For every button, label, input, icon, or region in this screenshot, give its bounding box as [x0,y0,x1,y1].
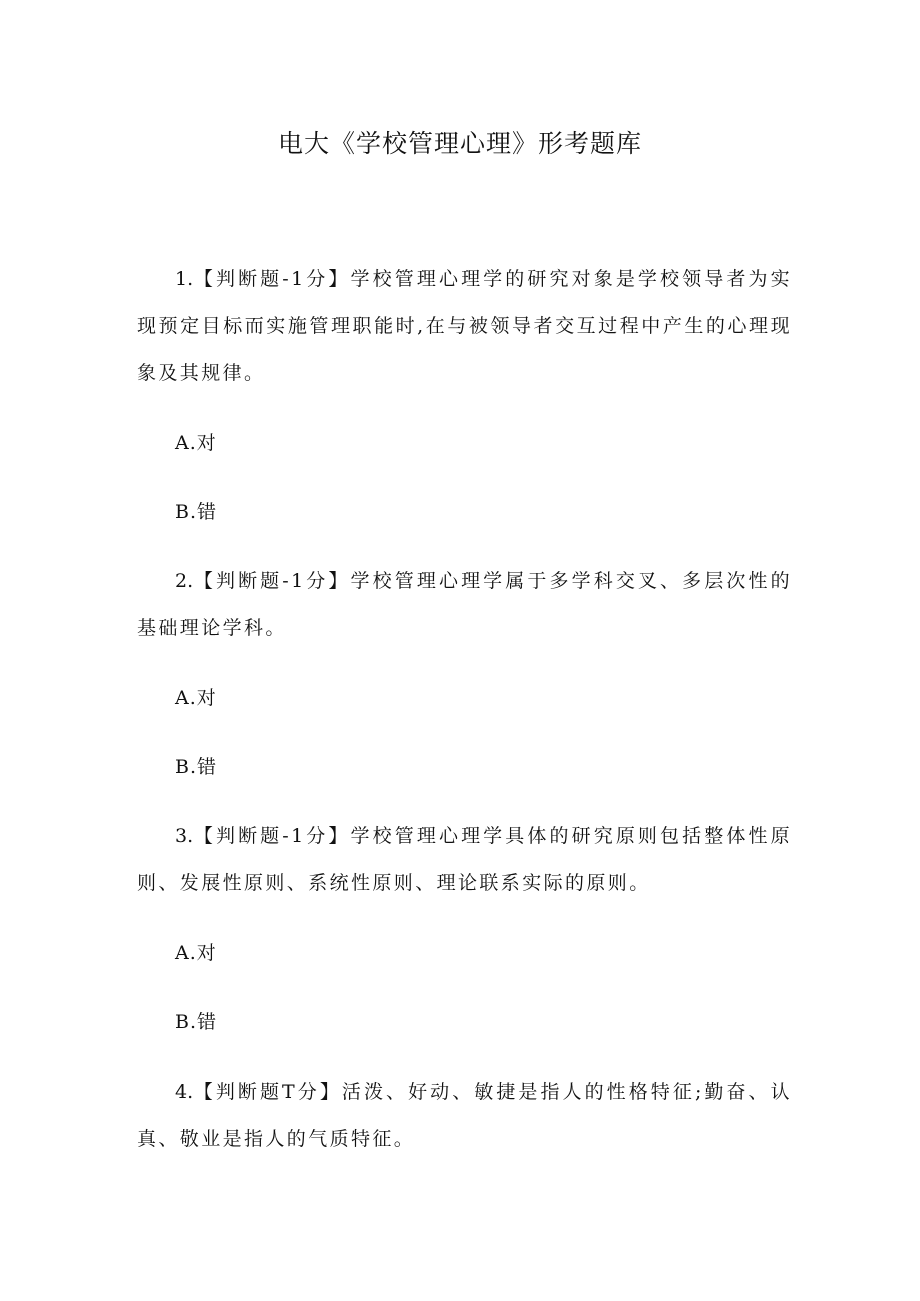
question-text: 【判断题T分】活泼、好动、敏捷是指人的性格特征;勤奋、认真、敬业是指人的气质特征。 [137,1081,792,1150]
question-text: 【判断题-1分】学校管理心理学具体的研究原则包括整体性原则、发展性原则、系统性原则、理论联系实际的原则。 [137,825,792,894]
question-text: 【判断题-1分】学校管理心理学属于多学科交叉、多层次性的基础理论学科。 [137,570,792,639]
option-b: B.错 [175,501,218,523]
question-2 [137,558,792,652]
question-number: 2. [175,570,194,592]
question-number: 3. [175,825,194,847]
question-1 [137,256,792,397]
question-4 [137,1069,792,1163]
question-number: 1. [175,268,194,290]
option-a: A.对 [175,687,217,709]
option-a: A.对 [175,432,217,454]
question-text: 【判断题-1分】学校管理心理学的研究对象是学校领导者为实现预定目标而实施管理职能时,在与被领导者交互过程中产生的心理现象及其规律。 [137,268,792,384]
question-number: 4. [175,1081,194,1103]
option-b: B.错 [175,1011,218,1033]
option-b: B.错 [175,756,218,778]
option-a: A.对 [175,942,217,964]
document-title: 电大《学校管理心理》形考题库 [277,129,642,158]
question-3 [137,813,792,907]
